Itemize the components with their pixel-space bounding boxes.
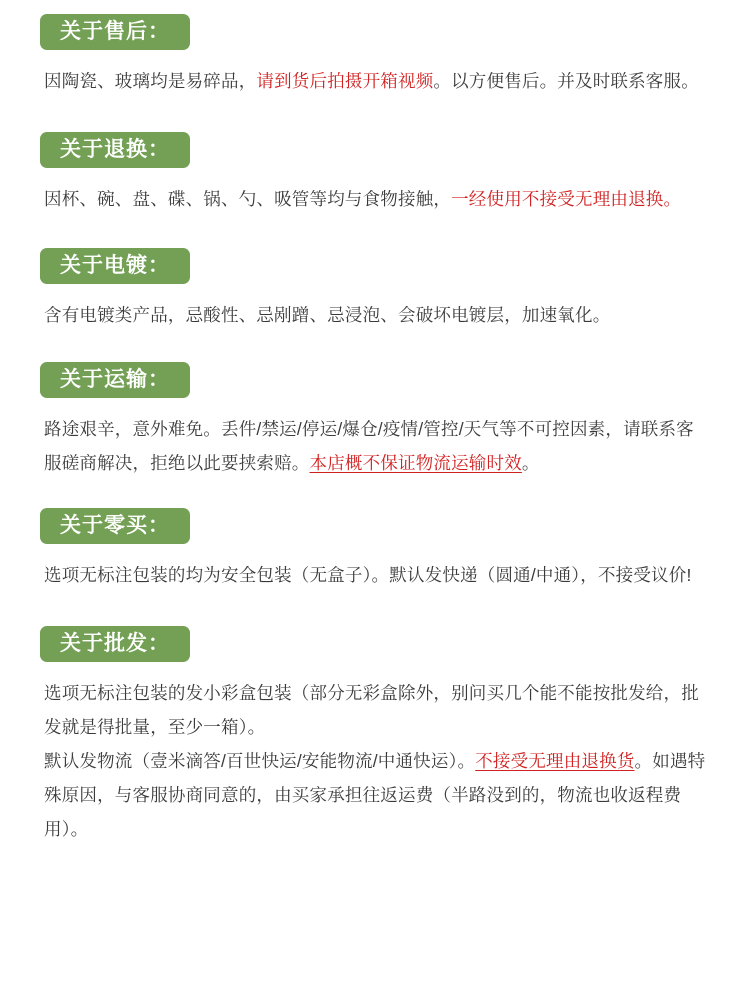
section-plating — [40, 248, 710, 332]
section-shipping — [40, 362, 710, 480]
section-body-plating — [40, 298, 710, 332]
text-run: 因陶瓷、玻璃均是易碎品， — [44, 71, 257, 91]
section-body-shipping — [40, 412, 710, 480]
text-run-highlight: 请到货后拍摄开箱视频 — [256, 71, 434, 91]
text-run: 。如遇特殊原因，与客服协商同意的，由买家承担往返运费（半路没到的，物流也收返程费用）。 — [44, 751, 706, 839]
paragraph — [44, 676, 710, 744]
section-badge-return: 关于退换： — [40, 132, 190, 168]
section-body-wholesale — [40, 676, 710, 846]
paragraph — [44, 744, 710, 846]
paragraph — [44, 64, 710, 98]
section-body-retail — [40, 558, 710, 592]
text-run-highlight: 不接受无理由退换货 — [475, 751, 635, 771]
text-run: 路途艰辛，意外难免。丢件/禁运/停运/爆仓/疫情/管控/天气等不可控因素，请联系客服磋商解决，拒绝以此要挟索赔。 — [44, 419, 694, 473]
text-run: 含有电镀类产品，忌酸性、忌剐蹭、忌浸泡、会破坏电镀层，加速氧化。 — [44, 305, 611, 325]
text-run: 因杯、碗、盘、碟、锅、勺、吸管等均与食物接触， — [44, 189, 452, 209]
section-wholesale — [40, 626, 710, 846]
section-body-aftersale — [40, 64, 710, 98]
text-run-highlight: 一经使用不接受无理由退换。 — [451, 189, 682, 209]
section-badge-wholesale: 关于批发： — [40, 626, 190, 662]
paragraph — [44, 298, 710, 332]
section-badge-aftersale: 关于售后： — [40, 14, 190, 50]
text-run: 默认发物流（壹米滴答/百世快运/安能物流/中通快运）。 — [44, 751, 476, 771]
text-run: 选项无标注包装的均为安全包装（无盒子）。默认发快递（圆通/中通），不接受议价! — [44, 565, 692, 585]
text-run: 。 — [521, 453, 540, 473]
section-aftersale — [40, 14, 710, 98]
paragraph — [44, 558, 710, 592]
text-run: 。以方便售后。并及时联系客服。 — [433, 71, 699, 91]
text-run-highlight: 本店概不保证物流运输时效 — [309, 453, 522, 473]
paragraph — [44, 182, 710, 216]
section-body-return — [40, 182, 710, 216]
section-badge-shipping: 关于运输： — [40, 362, 190, 398]
section-badge-plating: 关于电镀： — [40, 248, 190, 284]
paragraph — [44, 412, 710, 480]
section-retail — [40, 508, 710, 592]
section-return — [40, 132, 710, 216]
text-run: 选项无标注包装的发小彩盒包装（部分无彩盒除外，别问买几个能不能按批发给，批发就是得批量，至少一箱）。 — [44, 683, 699, 737]
section-badge-retail: 关于零买： — [40, 508, 190, 544]
